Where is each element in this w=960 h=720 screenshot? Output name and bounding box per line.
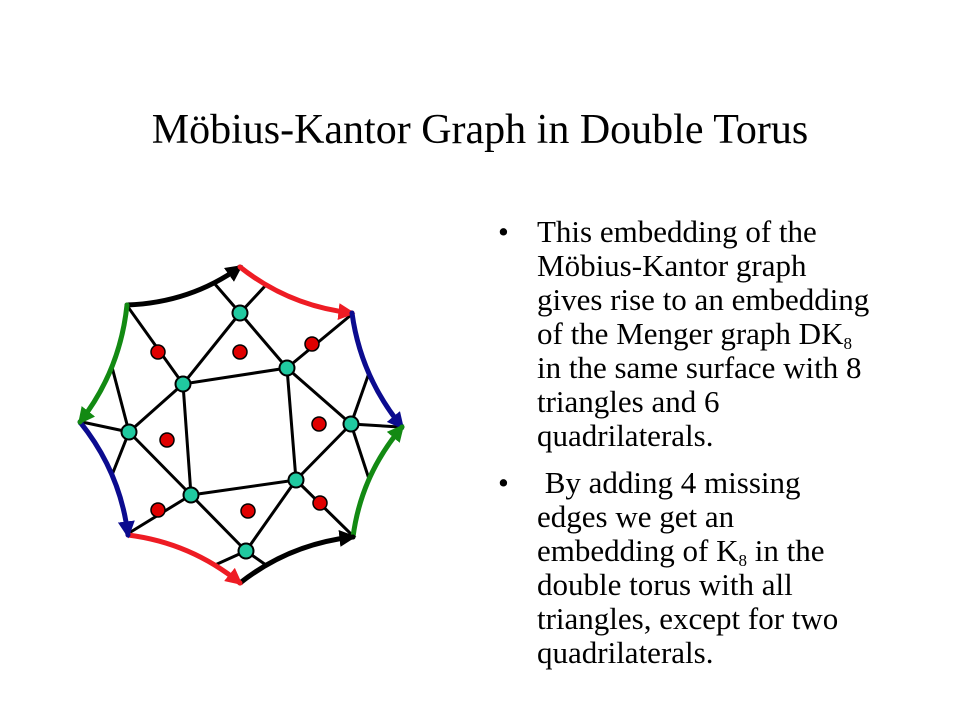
- bullet-line: Möbius-Kantor graph: [537, 248, 807, 283]
- bullet-line-text: in the: [746, 533, 825, 568]
- subscript: 8: [843, 333, 852, 353]
- bullet-line: double torus with all: [537, 567, 793, 602]
- bullet-line: [537, 317, 960, 351]
- subscript: 8: [738, 550, 747, 570]
- bullet-line: edges we get an: [537, 499, 735, 534]
- bullet-line-text: of the Menger graph DK: [537, 316, 844, 351]
- bullet-line-text: embedding of K: [537, 533, 739, 568]
- bullet-line: By adding 4 missing: [537, 465, 801, 500]
- bullet-line: [537, 534, 960, 568]
- bullet-marker: •: [498, 214, 509, 249]
- bullet-item-2: [0, 466, 960, 670]
- bullet-item-1: [0, 215, 960, 453]
- slide-title: Möbius-Kantor Graph in Double Torus: [151, 107, 809, 153]
- bullet-line: in the same surface with 8: [537, 350, 862, 385]
- bullet-line: quadrilaterals.: [537, 418, 714, 453]
- bullet-line: triangles and 6: [537, 384, 720, 419]
- bullet-line: quadrilaterals.: [537, 635, 714, 670]
- bullet-marker: •: [498, 465, 509, 500]
- bullet-line: triangles, except for two: [537, 601, 839, 636]
- bullet-line: gives rise to an embedding: [537, 282, 870, 317]
- bullet-line: This embedding of the: [537, 214, 817, 249]
